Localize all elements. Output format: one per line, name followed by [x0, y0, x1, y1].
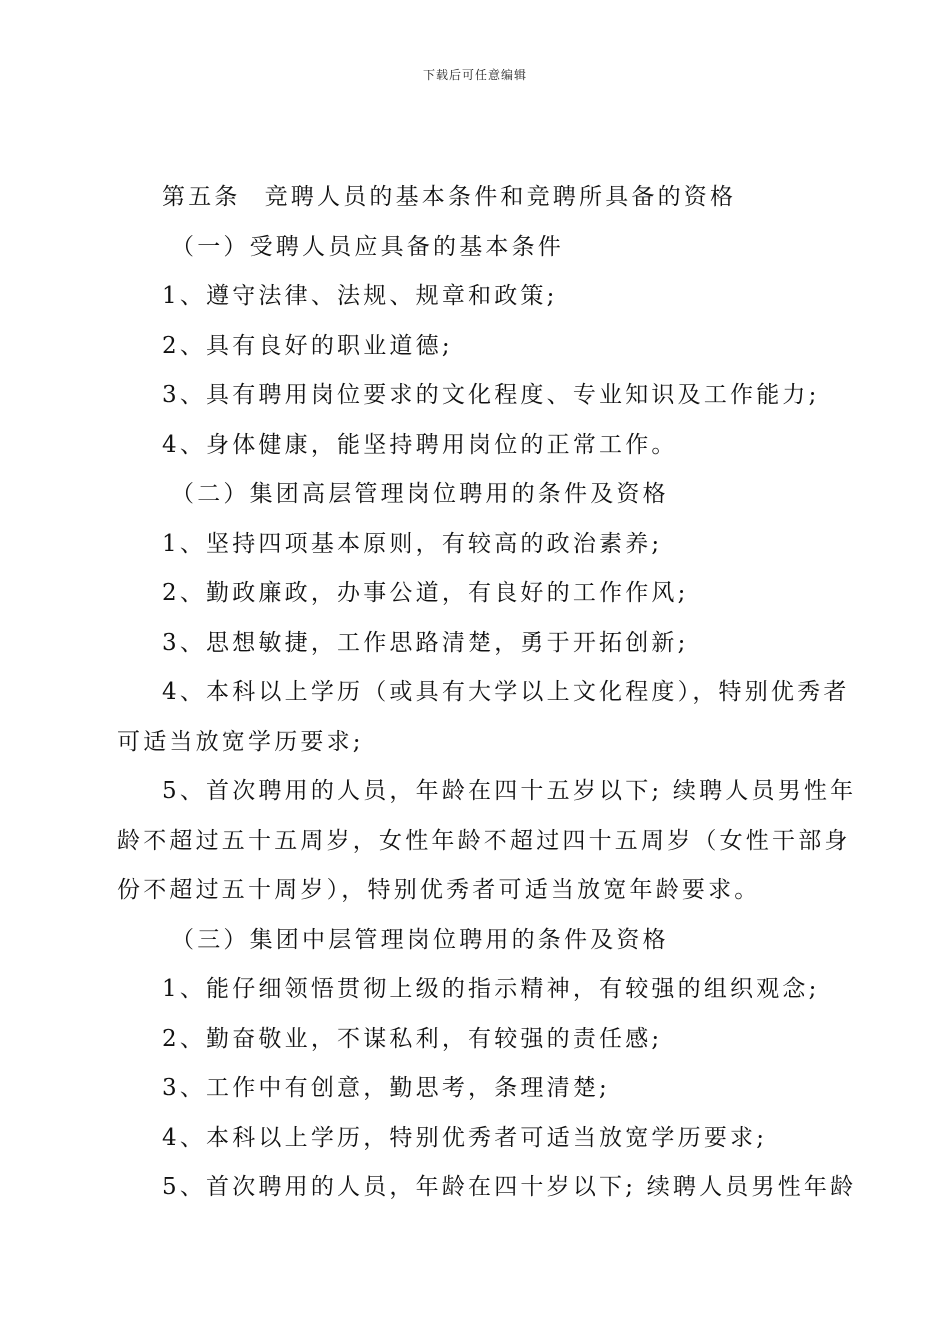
clause-continuation: 份不超过五十周岁），特别优秀者可适当放宽年龄要求。: [117, 877, 761, 903]
clause-item: 1、坚持四项基本原则，有较高的政治素养;: [162, 530, 663, 557]
clause-item: 1、遵守法律、法规、规章和政策;: [162, 283, 558, 309]
clause-item: 3、具有聘用岗位要求的文化程度、专业知识及工作能力;: [162, 382, 820, 408]
clause-item: 4、身体健康，能坚持聘用岗位的正常工作。: [162, 431, 678, 458]
clause-item: 2、勤政廉政，办事公道，有良好的工作作风;: [162, 580, 689, 606]
clause-item: 3、工作中有创意，勤思考，条理清楚;: [162, 1075, 610, 1101]
article-heading: [117, 173, 837, 223]
clause-continuation: 龄不超过五十五周岁，女性年龄不超过四十五周岁（女性干部身: [117, 827, 851, 854]
section-heading-3: （三）集团中层管理岗位聘用的条件及资格: [171, 926, 669, 953]
page-header-note: 下载后可任意编辑: [422, 68, 527, 82]
document-body: [117, 173, 857, 1213]
clause-item: 1、能仔细领悟贯彻上级的指示精神，有较强的组织观念;: [162, 976, 820, 1002]
clause-item: 5、首次聘用的人员，年龄在四十五岁以下; 续聘人员男性年: [162, 778, 857, 804]
article-title: 竞聘人员的基本条件和竞聘所具备的资格: [264, 184, 737, 210]
section-heading-1: （一）受聘人员应具备的基本条件: [171, 233, 564, 260]
clause-continuation: 可适当放宽学历要求;: [117, 728, 364, 755]
section-heading-2: （二）集团高层管理岗位聘用的条件及资格: [171, 481, 669, 507]
clause-item: 3、思想敏捷，工作思路清楚，勇于开拓创新;: [162, 629, 689, 656]
clause-item: 4、本科以上学历（或具有大学以上文化程度），特别优秀者: [162, 679, 850, 705]
clause-item: 2、勤奋敬业，不谋私利，有较强的责任感;: [162, 1025, 663, 1052]
clause-item: 5、首次聘用的人员，年龄在四十岁以下; 续聘人员男性年龄: [162, 1174, 857, 1200]
article-number: 第五条: [162, 184, 241, 210]
clause-item: 2、具有良好的职业道德;: [162, 332, 453, 359]
clause-item: 4、本科以上学历，特别优秀者可适当放宽学历要求;: [162, 1124, 768, 1151]
